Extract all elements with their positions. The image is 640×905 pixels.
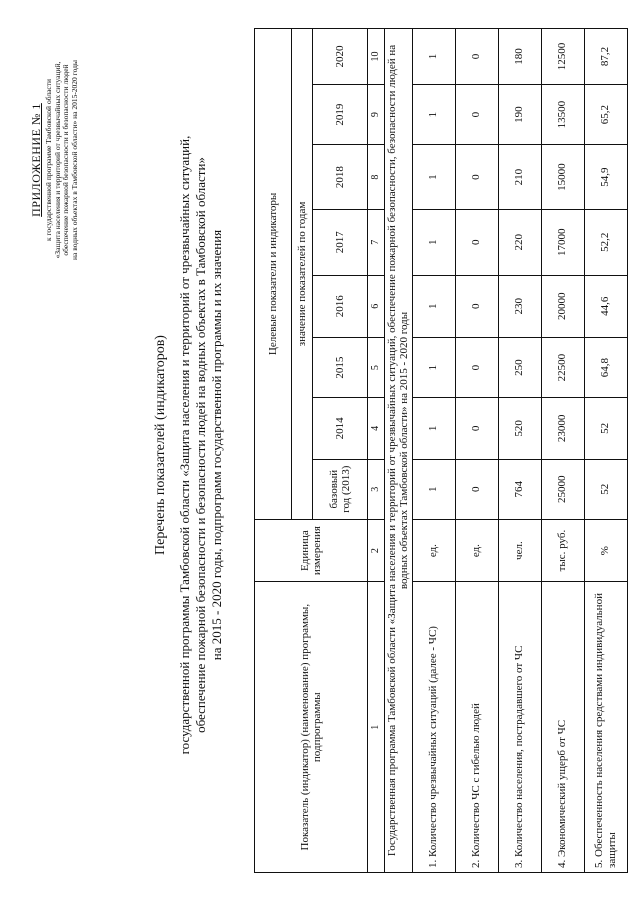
indicator-value: 64,8 [584,337,627,397]
indicator-unit: чел. [498,519,541,582]
indicator-value: 1 [412,145,455,210]
indicators-table [254,28,628,873]
indicator-value: 0 [455,85,498,145]
indicator-value: 1 [412,275,455,337]
header-year: 2020 [313,29,368,85]
header-base-year: базовый год (2013) [313,459,368,519]
appendix-line: на водных объектах в Тамбовской области» на 2015-2020 годы [69,60,79,260]
indicator-value: 65,2 [584,85,627,145]
indicator-value: 44,6 [584,275,627,337]
header-year: 2015 [313,337,368,397]
indicator-value: 764 [498,459,541,519]
indicator-unit: % [584,519,627,582]
indicator-value: 12500 [541,29,584,85]
indicator-value: 520 [498,398,541,459]
indicator-unit: ед. [412,519,455,582]
indicator-value: 13500 [541,85,584,145]
indicator-value: 1 [412,209,455,275]
indicator-value: 230 [498,275,541,337]
indicator-value: 210 [498,145,541,210]
appendix-block [30,15,79,305]
indicator-value: 1 [412,85,455,145]
indicator-value: 54,9 [584,145,627,210]
header-year: 2019 [313,85,368,145]
appendix-line: «Защита населения и территорий от чрезвычайных ситуаций, [52,61,62,259]
column-number: 10 [368,29,385,85]
column-number: 5 [368,337,385,397]
header-year: 2018 [313,145,368,210]
indicator-name: 5. Обеспеченность населения средствами индивидуальной защиты [584,582,627,873]
indicator-value: 87,2 [584,29,627,85]
document-title: Перечень показателей (индикаторов) [153,335,168,555]
header-year: 2017 [313,209,368,275]
header-by-years: значение показателей по годам [292,29,313,520]
column-number: 3 [368,459,385,519]
indicator-name: 2. Количество ЧС с гибелью людей [455,582,498,873]
appendix-title: ПРИЛОЖЕНИЕ № 1 [29,103,43,217]
indicator-name: 1. Количество чрезвычайных ситуаций (далее - ЧС) [412,582,455,873]
document-heading [152,135,225,755]
table-row [455,29,498,873]
indicator-value: 0 [455,209,498,275]
appendix-line: обеспечение пожарной безопасности и безопасности людей [61,64,71,256]
indicator-value: 220 [498,209,541,275]
indicator-value: 52 [584,459,627,519]
header-target-group: Целевые показатели и индикаторы [255,29,292,520]
header-unit: Единица измерения [255,519,368,582]
indicator-value: 0 [455,275,498,337]
indicator-value: 25000 [541,459,584,519]
indicator-value: 52 [584,398,627,459]
indicator-value: 0 [455,337,498,397]
table-row [541,29,584,873]
indicator-value: 190 [498,85,541,145]
appendix-line: к государственной программе Тамбовской области [44,78,54,242]
column-number: 6 [368,275,385,337]
indicator-name: 4. Экономический ущерб от ЧС [541,582,584,873]
indicator-value: 1 [412,459,455,519]
indicator-value: 1 [412,29,455,85]
program-title-row [385,29,413,873]
heading-line: обеспечение пожарной безопасности и безопасности людей на водных объектах в Тамбовской области» [192,157,208,733]
indicator-unit: ед. [455,519,498,582]
table-row [498,29,541,873]
indicator-value: 0 [455,29,498,85]
indicator-value: 23000 [541,398,584,459]
column-number: 8 [368,145,385,210]
indicator-value: 0 [455,459,498,519]
table-row [412,29,455,873]
indicator-value: 0 [455,398,498,459]
header-year: 2016 [313,275,368,337]
indicator-name: 3. Количество населения, пострадавшего от ЧС [498,582,541,873]
indicator-value: 22500 [541,337,584,397]
indicator-value: 52,2 [584,209,627,275]
heading-line: на 2015 - 2020 годы, подпрограмм государственной программы и их значения [208,229,224,661]
indicator-value: 1 [412,337,455,397]
indicator-value: 180 [498,29,541,85]
indicator-value: 17000 [541,209,584,275]
header-row [255,29,292,873]
column-number: 2 [368,519,385,582]
header-year: 2014 [313,398,368,459]
heading-line: государственной программы Тамбовской области «Защита населения и территорий от чрезвычайных ситуаций, [177,135,193,755]
indicator-value: 1 [412,398,455,459]
indicator-value: 0 [455,145,498,210]
indicator-unit: тыс. руб. [541,519,584,582]
program-title: Государственная программа Тамбовской области «Защита населения и территорий от чрезвычайных ситуаций, обеспечение пожарной безопасности, безопасности людей на водных объектах Тамбовской области» на 2015 - 2020 годы [385,29,413,873]
header-indicator: Показатель (индикатор) (наименование) программы, подпрограммы [255,582,368,873]
table-row [584,29,627,873]
indicator-value: 15000 [541,145,584,210]
column-number: 9 [368,85,385,145]
column-number: 4 [368,398,385,459]
indicator-value: 250 [498,337,541,397]
column-number: 7 [368,209,385,275]
indicator-value: 20000 [541,275,584,337]
column-number: 1 [368,582,385,873]
column-number-row [368,29,385,873]
